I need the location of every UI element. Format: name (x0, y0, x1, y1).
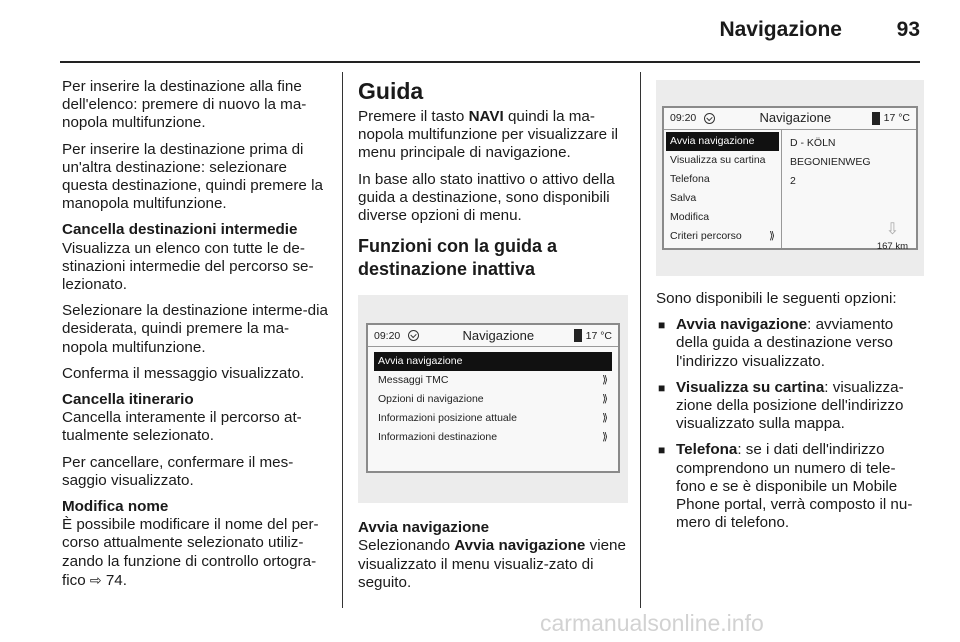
column-1 (62, 78, 334, 598)
menu-item-label: Avvia navigazione (378, 355, 463, 368)
display-status-bar (664, 108, 916, 130)
option-text: : visualizza-zione della posizione dell'indirizzo visualizzato sulla mappa. (676, 378, 904, 433)
page-header (0, 0, 960, 60)
page-number: 93 (896, 18, 920, 41)
display-title: Navigazione (759, 110, 832, 126)
menu-item-label: Informazioni destinazione (378, 431, 498, 444)
menu-item-label: Criteri percorso (670, 230, 742, 242)
menu-item-label: Avvia navigazione (670, 135, 755, 147)
options-list (658, 316, 924, 532)
paragraph: Sono disponibili le seguenti opzioni: (656, 290, 897, 307)
paragraph-text: quindi la ma-nopola multifunzione per visualizzare il menu principale di navigazione. (358, 108, 619, 162)
display-title: Navigazione (462, 327, 535, 343)
subsection-heading: Funzioni con la guida a destinazione inattiva (358, 236, 558, 280)
paragraph-text: Selezionando (358, 537, 455, 555)
display-menu (664, 130, 782, 248)
chevron-right-icon: ⟫ (602, 412, 608, 425)
distance-value: 167 km (876, 241, 908, 252)
menu-item-modifica[interactable] (664, 208, 781, 227)
subheading-cancel-route: Cancella itinerario (62, 391, 194, 409)
menu-item-label: Messaggi TMC (378, 374, 449, 387)
display-body (664, 130, 916, 252)
paragraph: Per cancellare, confermare il mes-saggio visualizzato. (62, 453, 294, 489)
option-term: Telefona (676, 441, 738, 459)
option-text: : avviamento della guida a destinazione verso l'indirizzo visualizzato. (676, 316, 894, 370)
subheading-avvia-navigazione: Avvia navigazione (358, 519, 490, 537)
display-screenshot-1 (358, 295, 628, 503)
subheading-cancel-waypoints: Cancella destinazioni intermedie (62, 221, 298, 239)
paragraph: Visualizza un elenco con tutte le de-stinazioni intermedie del percorso se-lezionato. (62, 239, 314, 294)
menu-item-telefona[interactable] (664, 170, 781, 189)
option-term: Visualizza su cartina (676, 378, 825, 396)
watermark: carmanualsonline.info (540, 610, 764, 636)
menu-item-salva[interactable] (664, 189, 781, 208)
destination-street: BEGONIENWEG (790, 156, 871, 168)
menu-item-label: Telefona (670, 173, 710, 185)
paragraph-text: Premere il tasto (358, 108, 469, 125)
page-reference-arrow-icon: ⇨ (89, 571, 102, 588)
subheading-edit-name: Modifica nome (62, 498, 169, 516)
display-temperature: 17 °C (585, 329, 612, 342)
destination-panel (782, 130, 916, 252)
menu-item-avvia-navigazione[interactable] (666, 132, 779, 151)
page-reference[interactable]: 74. (105, 571, 127, 589)
paragraph (358, 537, 628, 592)
column-2 (358, 78, 628, 600)
option-text: : se i dati dell'indirizzo comprendono un numero di tele-fono e se è disponibile un Mobile Phone portal, verrà composto il nu-mero di telefono. (676, 441, 913, 532)
chevron-right-icon (598, 352, 608, 371)
paragraph: Per inserire la destinazione prima di un'altra destinazione: selezionare questa destinazione, quindi premere la manopola multifunzione. (62, 140, 323, 213)
column-divider-1 (342, 72, 343, 608)
list-item (658, 441, 924, 532)
destination-city: D - KÖLN (790, 137, 836, 149)
nav-display (366, 323, 620, 473)
menu-item-label: Modifica (670, 211, 710, 223)
paragraph: Cancella interamente il percorso at-tualmente selezionato. (62, 409, 302, 445)
distance-readout (876, 221, 908, 252)
display-clock: 09:20 (670, 112, 697, 125)
arrow-down-icon: ⇩ (885, 221, 900, 238)
display-menu (368, 347, 618, 471)
thermometer-icon (574, 329, 582, 342)
menu-item-opzioni-navigazione[interactable] (372, 390, 614, 409)
navi-key-label: NAVI (468, 108, 504, 125)
display-clock: 09:20 (374, 329, 401, 342)
bold-term: Avvia navigazione (454, 537, 586, 555)
paragraph: Selezionare la destinazione interme-dia desiderata, quindi premere la ma-nopola multifunzione. (62, 302, 328, 356)
display-screenshot-2 (656, 80, 924, 276)
paragraph (62, 516, 334, 590)
menu-item-info-destinazione[interactable] (372, 428, 614, 447)
section-heading-guida: Guida (358, 78, 424, 104)
section-title: Navigazione (719, 18, 842, 41)
paragraph: Per inserire la destinazione alla fine dell'elenco: premere di nuovo la ma-nopola multifunzione. (62, 78, 307, 132)
paragraph-text: viene visualizzato il menu visualiz-zato di seguito. (358, 537, 626, 591)
menu-item-avvia-navigazione[interactable] (374, 352, 612, 371)
menu-item-info-posizione[interactable] (372, 409, 614, 428)
column-divider-2 (640, 72, 641, 608)
display-status-bar (368, 325, 618, 347)
gps-icon (408, 330, 419, 341)
gps-icon (704, 113, 715, 124)
display-temperature: 17 °C (883, 112, 910, 125)
nav-display (662, 106, 918, 250)
menu-item-label: Salva (670, 192, 697, 204)
chevron-right-icon: ⟫ (602, 431, 608, 444)
menu-item-messaggi-tmc[interactable] (372, 371, 614, 390)
chevron-right-icon: ⟫ (602, 393, 608, 406)
paragraph (358, 108, 628, 163)
menu-item-label: Opzioni di navigazione (378, 393, 484, 406)
thermometer-icon (872, 112, 880, 125)
list-item (658, 379, 924, 434)
menu-item-criteri-percorso[interactable] (664, 227, 781, 246)
header-rule (60, 61, 920, 63)
option-term: Avvia navigazione (676, 316, 808, 334)
column-3 (656, 78, 924, 540)
list-item (658, 316, 924, 371)
destination-number: 2 (790, 175, 796, 187)
chevron-right-icon: ⟫ (769, 230, 775, 242)
menu-item-visualizza-cartina[interactable] (664, 151, 781, 170)
paragraph: Conferma il messaggio visualizzato. (62, 364, 305, 382)
menu-item-label: Informazioni posizione attuale (378, 412, 517, 425)
paragraph-text: È possibile modificare il nome del per-corso attualmente selezionato utiliz-zando la funzione di controllo ortogra-fico (62, 516, 319, 589)
menu-item-label: Visualizza su cartina (670, 154, 766, 166)
paragraph: In base allo stato inattivo o attivo della guida a destinazione, sono disponibili diverse opzioni di menu. (358, 170, 615, 225)
chevron-right-icon: ⟫ (602, 374, 608, 387)
